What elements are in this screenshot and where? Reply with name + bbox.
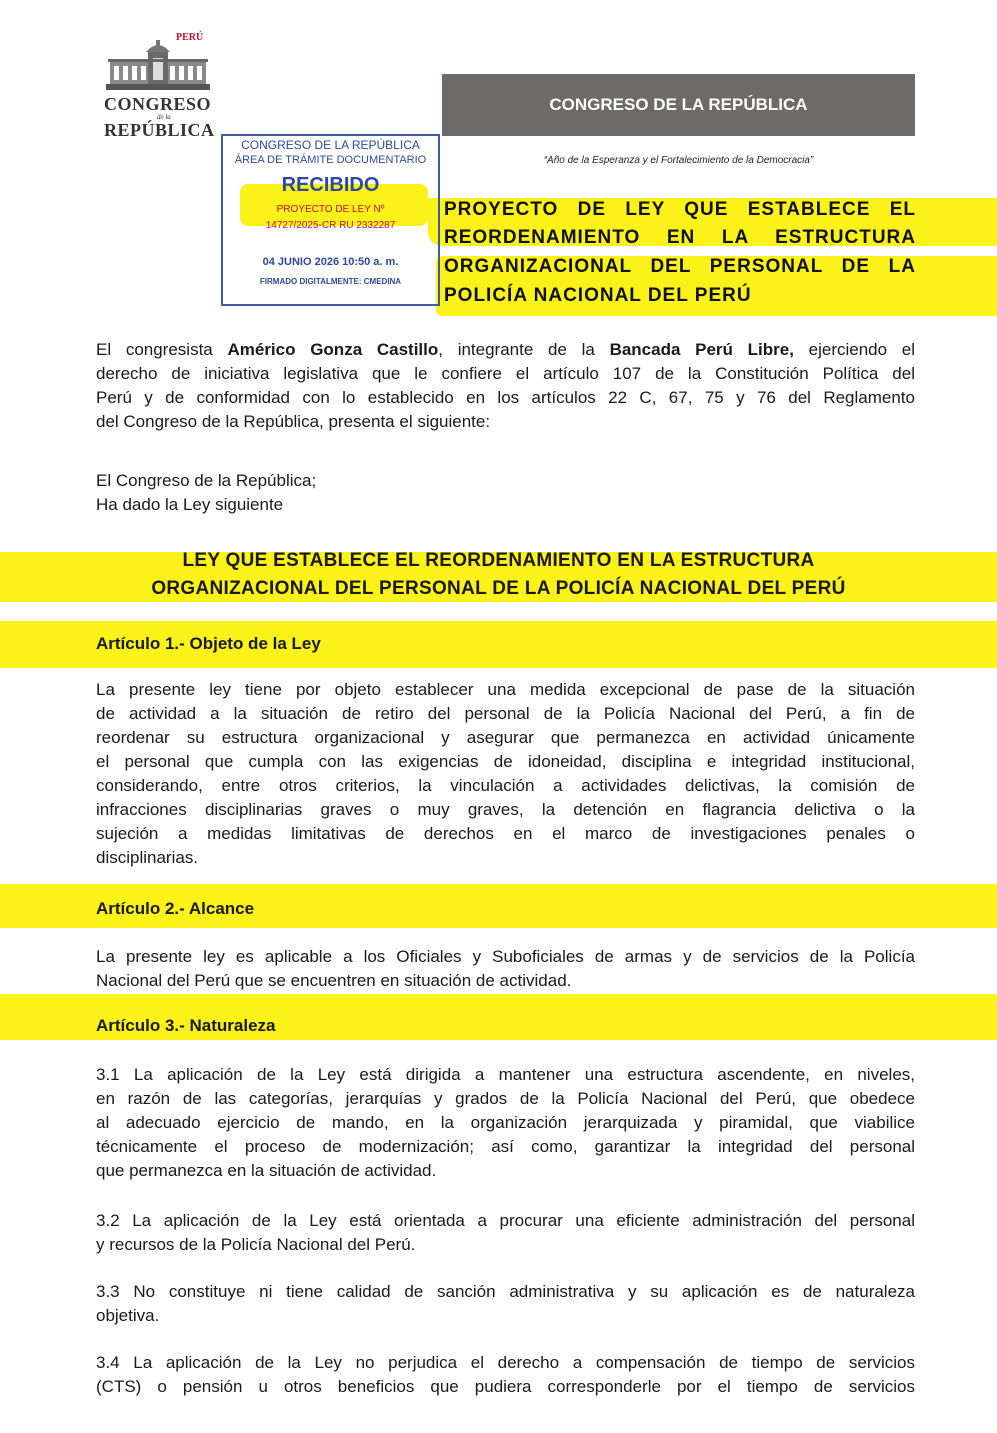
- article2-heading: Artículo 2.- Alcance: [96, 899, 255, 918]
- article3-line: al adecuado ejercicio de mando, en la organización jerarquizada y piramidal, que viabilice: [96, 1113, 915, 1132]
- stamp-signature: FIRMADO DIGITALMENTE: CMEDINA: [259, 277, 402, 286]
- intro-line: El congresista Américo Gonza Castillo, integrante de la Bancada Perú Libre, ejerciendo el: [96, 340, 916, 359]
- article3-line: en razón de las categorías, jerarquías y grados de la Policía Nacional del Perú, que obedece: [96, 1089, 915, 1108]
- logo-line2: de la: [157, 113, 171, 121]
- article3-heading: Artículo 3.- Naturaleza: [96, 1016, 276, 1035]
- stamp-status: RECIBIDO: [281, 174, 380, 196]
- article3-line: técnicamente el proceso de modernización; así como, garantizar la integridad del personal: [96, 1137, 915, 1156]
- law-title-line: ORGANIZACIONAL DEL PERSONAL DE LA POLICÍA NACIONAL DEL PERÚ: [151, 578, 846, 599]
- article1-line: reordenar su estructura organizacional y asegurar que permanezca en actividad únicamente: [96, 728, 915, 747]
- reception-stamp: [221, 134, 440, 306]
- formula-line: El Congreso de la República;: [96, 471, 317, 490]
- article1-line: sujeción a medidas limitativas de derechos en el marco de investigaciones penales o: [96, 824, 915, 843]
- intro-line: del Congreso de la República, presenta el siguiente:: [96, 412, 491, 431]
- stamp-project-label: PROYECTO DE LEY Nº: [276, 204, 385, 215]
- article3-para4: [96, 1351, 915, 1399]
- year-motto: “Año de la Esperanza y el Fortalecimiento de la Democracia”: [543, 155, 814, 166]
- article3-line: 3.4 La aplicación de la Ley no perjudica el derecho a compensación de tiempo de servicios: [96, 1353, 915, 1372]
- logo-country: PERÚ: [176, 32, 204, 43]
- article2-line: La presente ley es aplicable a los Oficiales y Suboficiales de armas y de servicios de la Policía: [96, 947, 915, 966]
- article3-line: objetiva.: [96, 1306, 160, 1325]
- article3-para1: [96, 1063, 915, 1183]
- congreso-logo: [104, 32, 224, 142]
- logo-line1: CONGRESO: [104, 94, 212, 114]
- article1-heading: Artículo 1.- Objeto de la Ley: [96, 634, 321, 653]
- article3-para3: [96, 1280, 915, 1328]
- article1-line: La presente ley tiene por objeto establecer una medida excepcional de pase de la situación: [96, 680, 915, 699]
- article3-line: 3.1 La aplicación de la Ley está dirigida a mantener una estructura ascendente, en niveles,: [96, 1065, 915, 1084]
- project-title-line: POLICÍA NACIONAL DEL PERÚ: [444, 285, 752, 306]
- logo-line3: REPÚBLICA: [104, 120, 215, 140]
- institution-banner: [442, 74, 915, 136]
- intro-line: Perú y de conformidad con lo establecido en los artículos 22 C, 67, 75 y 76 del Reglamento: [96, 388, 915, 407]
- article3-line: que permanezca en la situación de actividad.: [96, 1161, 437, 1180]
- law-title-line: LEY QUE ESTABLECE EL REORDENAMIENTO EN LA ESTRUCTURA: [182, 550, 815, 571]
- article1-line: disciplinarias.: [96, 848, 199, 867]
- article1-line: considerando, entre otros criterios, la vinculación a actividades delictivas, la comisión de: [96, 776, 915, 795]
- enacting-formula: [96, 469, 915, 517]
- party-name: Bancada Perú Libre,: [609, 340, 794, 359]
- intro-line: derecho de iniciativa legislativa que le confiere el artículo 107 de la Constitución Política del: [96, 364, 915, 383]
- institution-name: CONGRESO DE LA REPÚBLICA: [549, 95, 808, 114]
- article3-para2: [96, 1209, 915, 1257]
- article1-body: [96, 678, 915, 870]
- formula-line: Ha dado la Ley siguiente: [96, 495, 284, 514]
- stamp-line1: CONGRESO DE LA REPÚBLICA: [241, 138, 420, 152]
- stamp-line2: ÁREA DE TRÁMITE DOCUMENTARIO: [234, 154, 427, 166]
- congress-building-icon: [106, 40, 210, 92]
- article1-line: el personal que cumpla con las exigencias de idoneidad, disciplina e integridad institucional,: [96, 752, 915, 771]
- project-title-line: ORGANIZACIONAL DEL PERSONAL DE LA: [444, 256, 916, 277]
- stamp-project-number: 14727/2025-CR RU 2332287: [265, 220, 396, 231]
- project-title-line: PROYECTO DE LEY QUE ESTABLECE EL: [444, 199, 916, 220]
- article3-line: y recursos de la Policía Nacional del Perú.: [96, 1235, 416, 1254]
- article2-body: [96, 945, 915, 993]
- stamp-date: 04 JUNIO 2026 10:50 a. m.: [262, 256, 399, 268]
- article1-line: infracciones disciplinarias graves o muy graves, la detención en flagrancia delictiva o la: [96, 800, 915, 819]
- article2-line: Nacional del Perú que se encuentren en situación de actividad.: [96, 971, 572, 990]
- article3-line: 3.2 La aplicación de la Ley está orientada a procurar una eficiente administración del personal: [96, 1211, 915, 1230]
- article3-line: (CTS) o pensión u otros beneficios que pudiera corresponderle por el tiempo de servicios: [96, 1377, 915, 1396]
- intro-paragraph: [96, 338, 915, 434]
- congressman-name: Américo Gonza Castillo: [227, 340, 439, 359]
- article1-line: de actividad a la situación de retiro del personal de la Policía Nacional del Perú, a fin de: [96, 704, 915, 723]
- project-title-line: REORDENAMIENTO EN LA ESTRUCTURA: [444, 227, 916, 248]
- article3-line: 3.3 No constituye ni tiene calidad de sanción administrativa y su aplicación es de naturaleza: [96, 1282, 915, 1301]
